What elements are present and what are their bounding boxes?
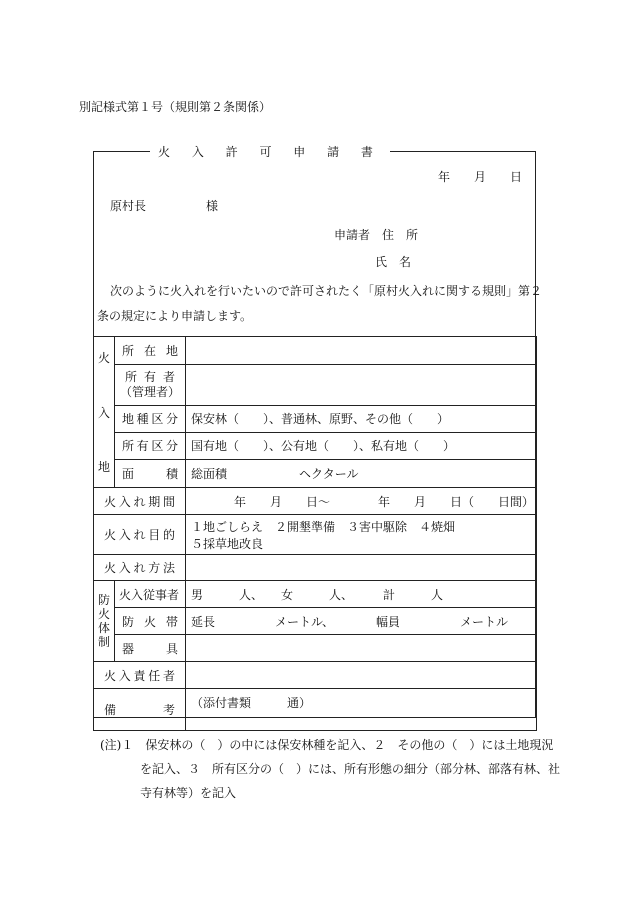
firebreak-value: 延長 メートル、 幅員 メートル: [186, 608, 537, 635]
area-label: 面積: [115, 460, 186, 488]
owner-row: [94, 364, 537, 405]
ownership-label: 所有区分: [115, 432, 186, 460]
applicant-address-label: 申請者 住 所: [334, 228, 419, 242]
land-category-char: 地: [97, 460, 110, 474]
location-label: 所在地: [115, 337, 186, 365]
land-category-char: 入: [97, 405, 110, 420]
purpose-value-cell: [186, 515, 537, 555]
method-row: [94, 555, 537, 581]
responsible-field[interactable]: [186, 662, 537, 689]
owner-field[interactable]: [186, 364, 537, 405]
workers-value: 男 人、 女 人、 計 人: [186, 581, 537, 608]
responsible-row: [94, 662, 537, 689]
equipment-label: 器具: [115, 635, 186, 662]
purpose-line1: １地ごしらえ ２開墾準備 ３害中駆除 ４焼畑: [191, 519, 456, 534]
fire-prevention-char: 制: [97, 635, 110, 649]
remarks-label: 備考: [94, 689, 186, 731]
remarks-row: [94, 689, 537, 731]
workers-row: [94, 581, 537, 608]
period-label: 火入れ期間: [94, 488, 186, 515]
area-value: 総面積 ヘクタール: [186, 460, 537, 488]
purpose-row: [94, 515, 537, 555]
location-row: [94, 337, 537, 365]
owner-label: 所有者: [124, 369, 175, 384]
purpose-label: 火入れ目的: [94, 515, 186, 555]
note-line1: (注)１ 保安林の（ ）の中には保安林種を記入、２ その他の（ ）には土地現況: [100, 738, 554, 752]
date-line: 年 月 日: [438, 170, 523, 184]
location-field[interactable]: [186, 337, 537, 365]
period-row: [94, 488, 537, 515]
fire-prevention-category-cell: [94, 581, 115, 662]
method-label: 火入れ方法: [94, 555, 186, 581]
ownership-row: [94, 432, 537, 460]
owner-label-cell: [115, 364, 186, 405]
equipment-field[interactable]: [186, 635, 537, 662]
document-label: 別記様式第１号（規則第２条関係）: [79, 100, 272, 114]
ownership-value: 国有地（ ）、公有地（ ）、私有地（ ）: [186, 432, 537, 460]
equipment-row: [94, 635, 537, 662]
land-type-label: 地種区分: [115, 405, 186, 432]
method-field[interactable]: [186, 555, 537, 581]
owner-sub-label: （管理者）: [119, 384, 180, 399]
land-type-value: 保安林（ ）、普通林、原野、その他（ ）: [186, 405, 537, 432]
note-line2: を記入、３ 所有区分の（ ）には、所有形態の細分（部分林、部落有林、社: [140, 762, 561, 776]
workers-label: 火入従事者: [115, 581, 186, 608]
form-title: 火 入 許 可 申 請 書: [150, 143, 390, 160]
land-category-cell: [94, 337, 115, 488]
fire-prevention-char: 体: [97, 621, 110, 635]
land-category-char: 火: [97, 351, 110, 365]
area-row: [94, 460, 537, 488]
request-text-line1: 次のように火入れを行いたいので許可されたく「原村火入れに関する規則」第２: [110, 284, 543, 298]
land-type-row: [94, 405, 537, 432]
remarks-value: （添付書類 通）: [186, 689, 537, 731]
note-line3: 寺有林等）を記入: [140, 786, 237, 800]
responsible-label: 火入責任者: [94, 662, 186, 689]
purpose-line2: ５採草地改良: [191, 536, 264, 551]
firebreak-row: [94, 608, 537, 635]
request-text-line2: 条の規定により申請します。: [97, 309, 253, 323]
firebreak-label: 防火帯: [115, 608, 186, 635]
fire-prevention-char: 防: [97, 593, 110, 607]
period-value: 年 月 日～ 年 月 日（ 日間）: [186, 488, 537, 515]
applicant-name-label: 氏 名: [375, 255, 412, 269]
addressee: 原村長 様: [110, 199, 219, 213]
application-table: [93, 336, 537, 731]
fire-prevention-char: 火: [97, 607, 110, 621]
